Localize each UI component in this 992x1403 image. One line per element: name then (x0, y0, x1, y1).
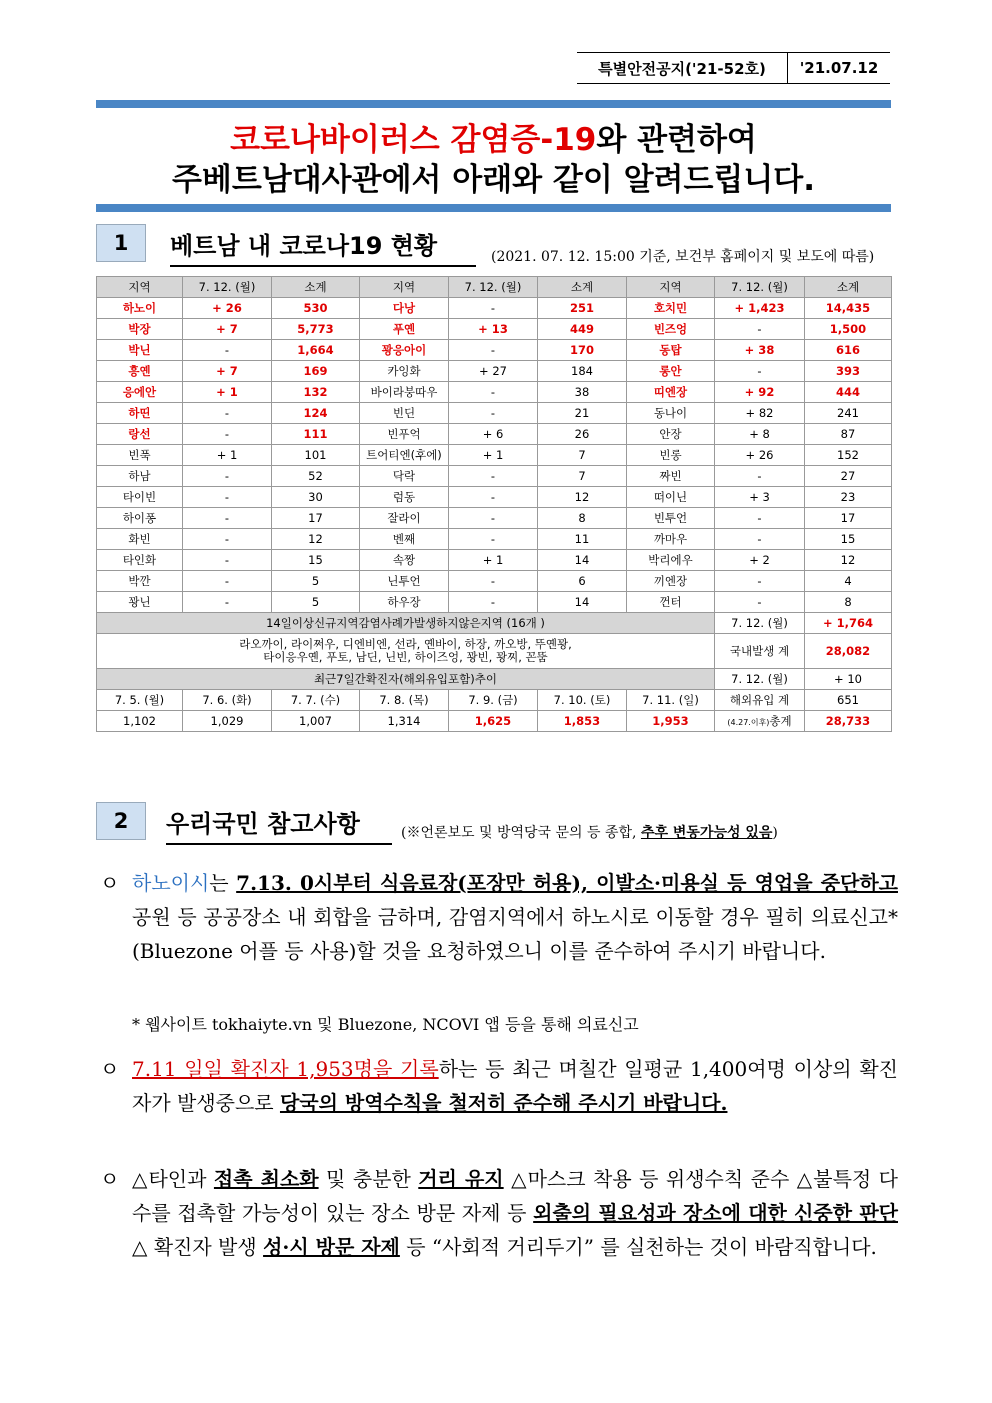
table-cell: 11 (538, 529, 627, 550)
table-cell: 1,500 (805, 319, 892, 340)
table-cell: 카잉화 (360, 361, 449, 382)
table-cell: 랑선 (97, 424, 183, 445)
table-cell: 짜빈 (627, 466, 715, 487)
table-cell: 17 (272, 508, 360, 529)
table-cell: 14 (538, 550, 627, 571)
trend-value: 1,314 (360, 711, 449, 732)
bullet: ㅇ (100, 1057, 120, 1081)
notice-date: '21.07.12 (799, 59, 879, 77)
table-cell: 26 (538, 424, 627, 445)
paragraph-3: ㅇ △타인과 접촉 최소화 및 충분한 거리 유지 △마스크 착용 등 위생수칙 준수 △불특정 다수를 접촉할 가능성이 있는 장소 방문 자제 등 외출의 필요성과 장소에 대한 신중한 판단 △ 확진자 발생 성·시 방문 자제 등 “사회적 거리두기” 를 실천하는 것이 바람직합니다. (100, 1162, 898, 1264)
table-cell: + 6 (449, 424, 538, 445)
table-cell: 럼동 (360, 487, 449, 508)
table-cell: - (449, 298, 538, 319)
total-label-note: (4.27.이후) (727, 718, 770, 727)
table-row (97, 487, 892, 508)
table-cell: + 1 (449, 445, 538, 466)
table-cell: 바이라붕따우 (360, 382, 449, 403)
trend-date: 7. 6. (화) (183, 690, 272, 711)
table-cell: 하노이 (97, 298, 183, 319)
domestic-label: 국내발생 계 (715, 634, 805, 669)
table-cell: 롱안 (627, 361, 715, 382)
column-header: 7. 12. (월) (183, 277, 272, 298)
table-cell: 449 (538, 319, 627, 340)
paragraph-2: ㅇ 7.11 일일 확진자 1,953명을 기록하는 등 최근 며칠간 일평균 1,400여명 이상의 확진자가 발생중으로 당국의 방역수칙을 철저히 준수해 주시기 바랍니다. (100, 1052, 898, 1120)
table-row (97, 508, 892, 529)
table-cell: 박깐 (97, 571, 183, 592)
trend-date: 7. 7. (수) (272, 690, 360, 711)
total-value: 28,733 (805, 711, 892, 732)
table-cell: - (449, 592, 538, 613)
table-row (97, 445, 892, 466)
table-cell: 21 (538, 403, 627, 424)
table-cell: 벤째 (360, 529, 449, 550)
bullet: ㅇ (100, 1167, 120, 1191)
table-cell: 하띤 (97, 403, 183, 424)
table-cell: 빈롱 (627, 445, 715, 466)
column-header: 소계 (272, 277, 360, 298)
table-cell: - (183, 340, 272, 361)
table-cell: + 26 (183, 298, 272, 319)
column-header: 7. 12. (월) (449, 277, 538, 298)
column-header: 지역 (627, 277, 715, 298)
table-cell: 트어티엔(후에) (360, 445, 449, 466)
table-cell: 17 (805, 508, 892, 529)
table-header-row (97, 277, 892, 298)
trend-date: 7. 5. (월) (97, 690, 183, 711)
daily-value: + 1,764 (805, 613, 892, 634)
table-cell: 111 (272, 424, 360, 445)
table-cell: + 27 (449, 361, 538, 382)
table-cell: 다낭 (360, 298, 449, 319)
section-1-note: (2021. 07. 12. 15:00 기준, 보건부 홈페이지 및 보도에 따름) (491, 249, 875, 265)
table-cell: 5,773 (272, 319, 360, 340)
table-cell: 1,664 (272, 340, 360, 361)
table-cell: 꽝닌 (97, 592, 183, 613)
table-cell: 박닌 (97, 340, 183, 361)
table-cell: - (183, 424, 272, 445)
title-line-1: 코로나바이러스 감염증-19와 관련하여 (230, 122, 757, 158)
table-cell: 푸옌 (360, 319, 449, 340)
title-line-2: 주베트남대사관에서 아래와 같이 알려드립니다. (171, 162, 816, 198)
table-row (97, 571, 892, 592)
table-cell: 12 (272, 529, 360, 550)
table-cell: 38 (538, 382, 627, 403)
table-cell: 251 (538, 298, 627, 319)
table-row (97, 424, 892, 445)
table-cell: 6 (538, 571, 627, 592)
trend-value: 1,007 (272, 711, 360, 732)
no-case-regions-row (97, 634, 892, 669)
table-cell: 152 (805, 445, 892, 466)
table-row (97, 361, 892, 382)
table-cell: 14 (538, 592, 627, 613)
total-label-text: 총계 (769, 714, 792, 728)
section-2-title: 우리국민 참고사항 (166, 804, 392, 845)
trend-values-row (97, 711, 892, 732)
table-cell: 27 (805, 466, 892, 487)
table-cell: + 13 (449, 319, 538, 340)
table-cell: 하우장 (360, 592, 449, 613)
daily-label: 7. 12. (월) (715, 669, 805, 690)
trend-title-row (97, 669, 892, 690)
table-cell: 124 (272, 403, 360, 424)
table-cell: - (715, 361, 805, 382)
table-cell: + 92 (715, 382, 805, 403)
table-cell: 닥락 (360, 466, 449, 487)
table-cell: 30 (272, 487, 360, 508)
no-case-regions (97, 634, 715, 669)
table-cell: + 26 (715, 445, 805, 466)
table-cell: 까마우 (627, 529, 715, 550)
table-cell: 응에안 (97, 382, 183, 403)
table-cell: 박장 (97, 319, 183, 340)
table-cell: 닌투언 (360, 571, 449, 592)
table-cell: 23 (805, 487, 892, 508)
trend-value: 1,853 (538, 711, 627, 732)
table-row (97, 550, 892, 571)
bullet: ㅇ (100, 871, 120, 895)
table-cell: - (183, 592, 272, 613)
table-cell: 8 (538, 508, 627, 529)
table-cell: 8 (805, 592, 892, 613)
table-cell: - (715, 592, 805, 613)
table-row (97, 382, 892, 403)
table-row (97, 298, 892, 319)
title-bottom-bar (96, 204, 891, 212)
table-cell: 껀터 (627, 592, 715, 613)
trend-dates-row (97, 690, 892, 711)
domestic-value: 28,082 (805, 634, 892, 669)
table-cell: 15 (272, 550, 360, 571)
table-cell: - (715, 571, 805, 592)
table-cell: 꽝응아이 (360, 340, 449, 361)
table-cell: 끼엔장 (627, 571, 715, 592)
table-cell: + 1 (183, 382, 272, 403)
paragraph-1: ㅇ 하노이시는 7.13. 0시부터 식음료장(포장만 허용), 이발소·미용실 등 영업을 중단하고 공원 등 공공장소 내 회합을 금하며, 감염지역에서 하노시로 이동할 경우 필히 의료신고*(Bluezone 어플 등 사용)할 것을 요청하였으니 이를 준수하여 주시기 바랍니다. (100, 866, 898, 968)
table-cell: - (449, 340, 538, 361)
table-cell: 잘라이 (360, 508, 449, 529)
footnote: * 웹사이트 tokhaiyte.vn 및 Bluezone, NCOVI 앱 등을 통해 의료신고 (132, 1015, 639, 1034)
table-row (97, 319, 892, 340)
no-case-title-row (97, 613, 892, 634)
trend-date: 7. 9. (금) (449, 690, 538, 711)
column-header: 소계 (805, 277, 892, 298)
table-row (97, 340, 892, 361)
table-cell: 132 (272, 382, 360, 403)
table-cell: 띠엔장 (627, 382, 715, 403)
table-cell: + 38 (715, 340, 805, 361)
section-1-number: 1 (96, 224, 146, 262)
table-cell: 타인화 (97, 550, 183, 571)
table-cell: 타이빈 (97, 487, 183, 508)
table-cell: - (449, 508, 538, 529)
table-cell: - (715, 508, 805, 529)
column-header: 7. 12. (월) (715, 277, 805, 298)
table-cell: - (449, 487, 538, 508)
table-cell: 101 (272, 445, 360, 466)
table-cell: 169 (272, 361, 360, 382)
table-cell: 빈푸억 (360, 424, 449, 445)
column-header: 소계 (538, 277, 627, 298)
table-cell: 444 (805, 382, 892, 403)
table-cell: 5 (272, 571, 360, 592)
table-cell: 87 (805, 424, 892, 445)
column-header: 지역 (360, 277, 449, 298)
daily-label: 7. 12. (월) (715, 613, 805, 634)
trend-date: 7. 10. (토) (538, 690, 627, 711)
table-cell: - (183, 550, 272, 571)
table-cell: + 82 (715, 403, 805, 424)
table-cell: 동나이 (627, 403, 715, 424)
trend-title: 최근7일간확진자(해외유입포함)추이 (97, 669, 715, 690)
notice-header (577, 52, 890, 84)
table-cell: + 8 (715, 424, 805, 445)
table-cell: 170 (538, 340, 627, 361)
table-cell: - (715, 466, 805, 487)
table-cell: 12 (538, 487, 627, 508)
table-cell: - (183, 403, 272, 424)
section-2-number: 2 (96, 802, 146, 840)
notice-number: 특별안전공지('21-52호) (577, 53, 788, 83)
table-cell: 12 (805, 550, 892, 571)
table-cell: 빈푹 (97, 445, 183, 466)
table-cell: 속짱 (360, 550, 449, 571)
table-cell: 흥옌 (97, 361, 183, 382)
table-cell: 박리에우 (627, 550, 715, 571)
title-top-bar (96, 100, 891, 108)
imported-value: 651 (805, 690, 892, 711)
table-cell: 4 (805, 571, 892, 592)
table-cell: - (449, 466, 538, 487)
table-row (97, 403, 892, 424)
imported-label: 해외유입 계 (715, 690, 805, 711)
covid-table (96, 276, 892, 732)
trend-date: 7. 8. (목) (360, 690, 449, 711)
table-cell: + 7 (183, 319, 272, 340)
table-cell: + 1 (449, 550, 538, 571)
table-cell: 빈투언 (627, 508, 715, 529)
total-label (715, 711, 805, 732)
table-cell: 184 (538, 361, 627, 382)
table-cell: 7 (538, 445, 627, 466)
table-cell: 호치민 (627, 298, 715, 319)
no-case-regions-line: 라오까이, 라이쩌우, 디엔비엔, 선라, 옌바이, 하장, 까오방, 뚜옌꽝, (239, 637, 572, 651)
table-row (97, 466, 892, 487)
table-cell: - (183, 571, 272, 592)
table-cell: 빈딘 (360, 403, 449, 424)
table-cell: 14,435 (805, 298, 892, 319)
table-cell: - (183, 487, 272, 508)
table-cell: 하이퐁 (97, 508, 183, 529)
table-row (97, 529, 892, 550)
section-1-title: 베트남 내 코로나19 현황 (170, 226, 476, 267)
table-row (97, 592, 892, 613)
table-cell: - (183, 529, 272, 550)
table-cell: + 2 (715, 550, 805, 571)
no-case-title: 14일이상신규지역감염사례가발생하지않은지역 (16개 ) (97, 613, 715, 634)
table-cell: - (449, 382, 538, 403)
table-cell: 떠이닌 (627, 487, 715, 508)
trend-value: 1,029 (183, 711, 272, 732)
table-cell: 5 (272, 592, 360, 613)
trend-value: 1,953 (627, 711, 715, 732)
table-cell: - (715, 529, 805, 550)
section-2-note: (※언론보도 및 방역당국 문의 등 종합, 추후 변동가능성 있음) (401, 825, 778, 841)
table-cell: 52 (272, 466, 360, 487)
table-cell: - (449, 403, 538, 424)
table-cell: + 3 (715, 487, 805, 508)
table-cell: 빈즈엉 (627, 319, 715, 340)
imported-today: + 10 (805, 669, 892, 690)
table-cell: + 7 (183, 361, 272, 382)
table-cell: 241 (805, 403, 892, 424)
table-cell: 7 (538, 466, 627, 487)
table-cell: - (449, 529, 538, 550)
table-cell: 하남 (97, 466, 183, 487)
table-cell: + 1,423 (715, 298, 805, 319)
table-cell: - (183, 466, 272, 487)
table-cell: 530 (272, 298, 360, 319)
table-cell: - (449, 571, 538, 592)
table-cell: 화빈 (97, 529, 183, 550)
table-cell: 393 (805, 361, 892, 382)
table-cell: - (715, 319, 805, 340)
column-header: 지역 (97, 277, 183, 298)
table-cell: + 1 (183, 445, 272, 466)
table-cell: 동탑 (627, 340, 715, 361)
trend-date: 7. 11. (일) (627, 690, 715, 711)
table-cell: 안장 (627, 424, 715, 445)
table-cell: 15 (805, 529, 892, 550)
trend-value: 1,102 (97, 711, 183, 732)
table-cell: - (183, 508, 272, 529)
table-cell: 616 (805, 340, 892, 361)
no-case-regions-line: 타이응우옌, 푸토, 남딘, 닌빈, 하이즈엉, 꽝빈, 꽝찌, 꼰뚬 (263, 650, 548, 664)
trend-value: 1,625 (449, 711, 538, 732)
